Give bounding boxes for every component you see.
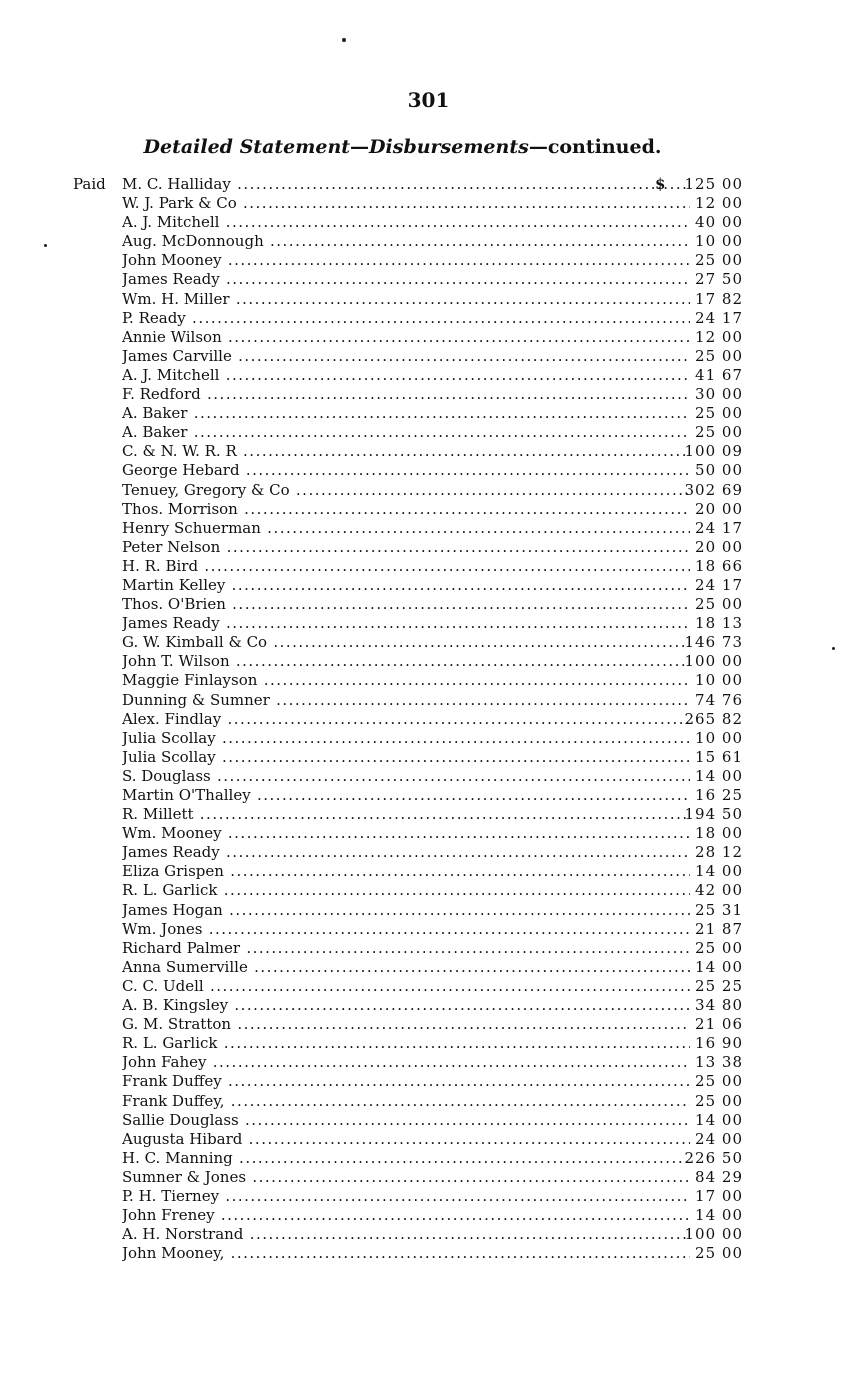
amount: [673, 366, 743, 385]
list-item: [70, 194, 750, 213]
amount-dollars: 265: [684, 709, 717, 728]
amount-dollars: 25: [695, 900, 717, 919]
payee-name: James Ready .....: [122, 843, 690, 862]
amount: [673, 1015, 743, 1034]
payee-name: R. Millett .....: [122, 805, 690, 824]
list-item: [70, 805, 750, 824]
amount: [673, 347, 743, 366]
amount-dollars: 28: [695, 843, 717, 862]
amount-cents: 73: [721, 633, 743, 652]
amount: [673, 633, 743, 652]
list-item: [70, 232, 750, 251]
amount-cents: 67: [721, 365, 743, 384]
amount: [673, 824, 743, 843]
payee-name: Annie Wilson .....: [122, 328, 690, 347]
amount: [673, 939, 743, 958]
amount-dollars: 74: [695, 690, 717, 709]
payee-name: John Mooney, .....: [122, 1244, 690, 1263]
amount: [673, 538, 743, 557]
payee-name: James Ready .....: [122, 270, 690, 289]
amount-cents: 00: [721, 881, 743, 900]
amount-dollars: 100: [684, 652, 717, 671]
payee-name: Henry Schuerman .....: [122, 519, 690, 538]
amount: [673, 614, 743, 633]
amount: [673, 671, 743, 690]
amount: [673, 328, 743, 347]
amount-dollars: 50: [695, 461, 717, 480]
amount-cents: 61: [721, 747, 743, 766]
payee-name: Sumner & Jones .....: [122, 1168, 690, 1187]
payee-name: Tenuey, Gregory & Co .....: [122, 481, 690, 500]
payee-name: G. M. Stratton .....: [122, 1015, 690, 1034]
list-item: [70, 977, 750, 996]
amount-cents: 09: [721, 442, 743, 461]
amount-cents: 82: [721, 289, 743, 308]
payee-name: Martin Kelley .....: [122, 576, 690, 595]
amount-dollars: 25: [695, 1072, 717, 1091]
list-item: [70, 309, 750, 328]
list-item: [70, 270, 750, 289]
list-item: [70, 461, 750, 480]
amount-cents: 00: [721, 423, 743, 442]
amount-dollars: 20: [695, 537, 717, 556]
list-item: [70, 1015, 750, 1034]
list-item: [70, 633, 750, 652]
amount-dollars: 10: [695, 232, 717, 251]
list-item: [70, 1244, 750, 1263]
amount-cents: 00: [721, 938, 743, 957]
amount-cents: 50: [721, 270, 743, 289]
heading-dash: —: [528, 136, 548, 158]
amount-cents: 00: [721, 595, 743, 614]
payee-name: Peter Nelson .....: [122, 538, 690, 557]
list-item: [70, 519, 750, 538]
list-item: [70, 920, 750, 939]
amount-dollars: 146: [684, 633, 717, 652]
payee-name: H. R. Bird .....: [122, 557, 690, 576]
amount-dollars: 100: [684, 442, 717, 461]
list-item: [70, 500, 750, 519]
payee-name: Wm. Mooney .....: [122, 824, 690, 843]
payee-name: W. J. Park & Co .....: [122, 194, 690, 213]
payee-name: G. W. Kimball & Co .....: [122, 633, 690, 652]
list-item: [70, 958, 750, 977]
payee-name: Eliza Grispen .....: [122, 862, 690, 881]
amount: [673, 862, 743, 881]
amount-dollars: 41: [695, 365, 717, 384]
amount-cents: 00: [721, 1206, 743, 1225]
list-item: [70, 1072, 750, 1091]
payee-name: John Mooney .....: [122, 251, 690, 270]
amount-dollars: 25: [695, 1244, 717, 1263]
list-item: [70, 901, 750, 920]
amount-cents: 00: [721, 404, 743, 423]
amount-dollars: 14: [695, 1206, 717, 1225]
amount: [673, 1053, 743, 1072]
ink-speck: [342, 38, 346, 42]
amount-cents: 00: [721, 537, 743, 556]
amount-cents: 17: [721, 518, 743, 537]
amount: [673, 576, 743, 595]
amount-dollars: 21: [695, 1015, 717, 1034]
list-item: [70, 1092, 750, 1111]
amount-dollars: 24: [695, 575, 717, 594]
heading-continued: continued.: [547, 136, 662, 158]
amount-dollars: 25: [695, 423, 717, 442]
amount-dollars: 194: [684, 805, 717, 824]
amount-cents: 13: [721, 614, 743, 633]
currency-symbol: $: [655, 175, 666, 193]
amount-cents: 17: [721, 575, 743, 594]
payee-name: C. & N. W. R. R .....: [122, 442, 690, 461]
payee-name: Wm. Jones .....: [122, 920, 690, 939]
amount-dollars: 14: [695, 862, 717, 881]
payee-name: Augusta Hibard .....: [122, 1130, 690, 1149]
payee-name: Frank Duffey, .....: [122, 1092, 690, 1111]
amount-cents: 00: [721, 671, 743, 690]
amount: [673, 595, 743, 614]
amount-dollars: 14: [695, 1110, 717, 1129]
amount-cents: 00: [721, 1072, 743, 1091]
amount-cents: 00: [721, 824, 743, 843]
paid-label: Paid: [73, 175, 106, 193]
amount: [673, 1168, 743, 1187]
list-item: [70, 671, 750, 690]
payee-name: Richard Palmer .....: [122, 939, 690, 958]
list-item: [70, 862, 750, 881]
list-item: [70, 385, 750, 404]
amount: [673, 1225, 743, 1244]
amount: [673, 996, 743, 1015]
amount: [673, 442, 743, 461]
payee-name: John Freney .....: [122, 1206, 690, 1225]
disbursement-list: [70, 175, 750, 1263]
amount-cents: 00: [721, 1110, 743, 1129]
amount-cents: 00: [721, 766, 743, 785]
amount: [673, 843, 743, 862]
list-item: [70, 652, 750, 671]
payee-name: Thos. Morrison .....: [122, 500, 690, 519]
amount-cents: 50: [721, 1148, 743, 1167]
amount-cents: 90: [721, 1034, 743, 1053]
heading-disbursements: Disbursements: [369, 136, 529, 158]
amount-dollars: 25: [695, 1091, 717, 1110]
list-item: [70, 404, 750, 423]
payee-name: Martin O'Thalley .....: [122, 786, 690, 805]
amount: [673, 404, 743, 423]
amount: [673, 767, 743, 786]
payee-name: A. Baker .....: [122, 423, 690, 442]
amount-dollars: 15: [695, 747, 717, 766]
amount-dollars: 25: [695, 595, 717, 614]
amount-dollars: 25: [695, 404, 717, 423]
amount-dollars: 10: [695, 728, 717, 747]
list-item: [70, 366, 750, 385]
list-item: [70, 213, 750, 232]
amount-dollars: 40: [695, 213, 717, 232]
payee-name: M. C. Halliday .....: [122, 175, 690, 194]
payee-name: A. B. Kingsley .....: [122, 996, 690, 1015]
amount: [673, 729, 743, 748]
list-item: [70, 824, 750, 843]
amount: [673, 881, 743, 900]
amount-cents: 00: [721, 652, 743, 671]
payee-name: F. Redford .....: [122, 385, 690, 404]
amount-cents: 25: [721, 976, 743, 995]
amount-dollars: 30: [695, 385, 717, 404]
amount-dollars: 302: [684, 480, 717, 499]
amount-dollars: 18: [695, 614, 717, 633]
list-item: [70, 786, 750, 805]
amount-cents: 25: [721, 786, 743, 804]
amount-dollars: 34: [695, 996, 717, 1015]
list-item: [70, 251, 750, 270]
amount-cents: 00: [721, 251, 743, 270]
amount-dollars: 17: [695, 1186, 717, 1205]
payee-name: R. L. Garlick .....: [122, 1034, 690, 1053]
amount-cents: 00: [721, 346, 743, 365]
amount-dollars: 16: [695, 1034, 717, 1053]
amount: [673, 1072, 743, 1091]
amount-cents: 76: [721, 690, 743, 709]
payee-name: John T. Wilson .....: [122, 652, 690, 671]
list-item: [70, 1168, 750, 1187]
amount-dollars: 226: [684, 1148, 717, 1167]
heading-detailed-statement: Detailed Statement: [143, 136, 351, 158]
payee-name: Dunning & Sumner .....: [122, 691, 690, 710]
amount: [673, 213, 743, 232]
amount-dollars: 27: [695, 270, 717, 289]
amount-dollars: 25: [695, 976, 717, 995]
amount-dollars: 84: [695, 1167, 717, 1186]
amount-cents: 00: [721, 1186, 743, 1205]
list-item: [70, 729, 750, 748]
payee-name: A. J. Mitchell .....: [122, 366, 690, 385]
amount: [673, 958, 743, 977]
amount: [673, 1187, 743, 1206]
list-item: [70, 290, 750, 309]
amount-dollars: 125: [684, 175, 717, 193]
amount-cents: 00: [721, 499, 743, 518]
payee-name: Anna Sumerville .....: [122, 958, 690, 977]
amount-dollars: 21: [695, 919, 717, 938]
amount-cents: 17: [721, 308, 743, 327]
amount: [673, 1130, 743, 1149]
amount: [673, 290, 743, 309]
list-item: [70, 843, 750, 862]
payee-name: James Hogan .....: [122, 901, 690, 920]
amount: [673, 175, 743, 194]
payee-name: Wm. H. Miller .....: [122, 290, 690, 309]
amount-cents: 29: [721, 1167, 743, 1186]
list-item: [70, 1149, 750, 1168]
list-item: [70, 328, 750, 347]
amount: [673, 519, 743, 538]
payee-name: James Ready .....: [122, 614, 690, 633]
amount-cents: 00: [721, 175, 743, 193]
amount: [673, 977, 743, 996]
amount-dollars: 20: [695, 499, 717, 518]
payee-name: P. Ready .....: [122, 309, 690, 328]
list-item: [70, 1225, 750, 1244]
page-number: 301: [407, 88, 450, 112]
amount: [673, 557, 743, 576]
amount-cents: 00: [721, 232, 743, 251]
list-item: [70, 710, 750, 729]
amount-cents: 31: [721, 900, 743, 919]
amount-dollars: 24: [695, 308, 717, 327]
amount: [673, 691, 743, 710]
payee-name: A. H. Norstrand .....: [122, 1225, 690, 1244]
amount-cents: 00: [721, 1091, 743, 1110]
amount: [673, 481, 743, 500]
amount: [673, 500, 743, 519]
amount: [673, 748, 743, 767]
list-item: [70, 1130, 750, 1149]
amount-dollars: 24: [695, 1129, 717, 1148]
amount: [673, 901, 743, 920]
amount-dollars: 18: [695, 556, 717, 575]
amount: [673, 652, 743, 671]
list-item: [70, 175, 750, 194]
amount-dollars: 16: [695, 786, 717, 804]
amount: [673, 251, 743, 270]
payee-name: R. L. Garlick .....: [122, 881, 690, 900]
amount-cents: 00: [721, 461, 743, 480]
payee-name: A. Baker .....: [122, 404, 690, 423]
list-item: [70, 347, 750, 366]
payee-name: Sallie Douglass .....: [122, 1111, 690, 1130]
amount: [673, 1206, 743, 1225]
amount-dollars: 12: [695, 194, 717, 213]
amount: [673, 920, 743, 939]
payee-name: H. C. Manning .....: [122, 1149, 690, 1168]
payee-name: P. H. Tierney .....: [122, 1187, 690, 1206]
amount: [673, 710, 743, 729]
payee-name: Maggie Finlayson .....: [122, 671, 690, 690]
amount-cents: 00: [721, 957, 743, 976]
payee-name: S. Douglass .....: [122, 767, 690, 786]
amount: [673, 194, 743, 213]
list-item: [70, 996, 750, 1015]
payee-name: Aug. McDonnough .....: [122, 232, 690, 251]
amount: [673, 423, 743, 442]
amount-dollars: 14: [695, 957, 717, 976]
list-item: [70, 614, 750, 633]
list-item: [70, 1034, 750, 1053]
amount-dollars: 25: [695, 346, 717, 365]
amount-cents: 50: [721, 805, 743, 824]
list-item: [70, 1111, 750, 1130]
amount-dollars: 10: [695, 671, 717, 690]
amount-dollars: 12: [695, 327, 717, 346]
list-item: [70, 1053, 750, 1072]
amount-cents: 00: [721, 213, 743, 232]
amount-cents: 00: [721, 862, 743, 881]
list-item: [70, 557, 750, 576]
amount: [673, 786, 743, 805]
page-heading: [0, 136, 805, 158]
amount: [673, 805, 743, 824]
list-item: [70, 481, 750, 500]
amount-cents: 87: [721, 919, 743, 938]
amount-cents: 00: [721, 1129, 743, 1148]
amount-cents: 00: [721, 385, 743, 404]
list-item: [70, 538, 750, 557]
amount: [673, 232, 743, 251]
payee-name: Julia Scollay .....: [122, 729, 690, 748]
list-item: [70, 1206, 750, 1225]
amount: [673, 1092, 743, 1111]
list-item: [70, 595, 750, 614]
amount: [673, 1149, 743, 1168]
amount-cents: 66: [721, 556, 743, 575]
amount-dollars: 24: [695, 518, 717, 537]
amount-cents: 82: [721, 709, 743, 728]
payee-name: A. J. Mitchell .....: [122, 213, 690, 232]
amount-dollars: 100: [684, 1225, 717, 1244]
list-item: [70, 881, 750, 900]
amount-cents: 00: [721, 1244, 743, 1263]
payee-name: James Carville .....: [122, 347, 690, 366]
list-item: [70, 423, 750, 442]
amount-dollars: 17: [695, 289, 717, 308]
amount-cents: 12: [721, 843, 743, 862]
amount: [673, 309, 743, 328]
ink-speck: [832, 647, 835, 650]
list-item: [70, 442, 750, 461]
amount-dollars: 42: [695, 881, 717, 900]
payee-name: George Hebard .....: [122, 461, 690, 480]
amount-dollars: 13: [695, 1053, 717, 1072]
amount: [673, 270, 743, 289]
amount: [673, 461, 743, 480]
amount-dollars: 18: [695, 824, 717, 843]
amount-dollars: 25: [695, 938, 717, 957]
list-item: [70, 939, 750, 958]
payee-name: Thos. O'Brien .....: [122, 595, 690, 614]
heading-dash: —: [350, 136, 370, 158]
amount-cents: 06: [721, 1015, 743, 1034]
amount-cents: 69: [721, 480, 743, 499]
amount-cents: 00: [721, 1225, 743, 1244]
amount-cents: 80: [721, 996, 743, 1015]
payee-name: John Fahey .....: [122, 1053, 690, 1072]
payee-name: Alex. Findlay .....: [122, 710, 690, 729]
payee-name: Frank Duffey .....: [122, 1072, 690, 1091]
amount-cents: 00: [721, 728, 743, 747]
amount: [673, 385, 743, 404]
ink-speck: [44, 244, 47, 247]
amount-cents: 38: [721, 1053, 743, 1072]
amount: [673, 1111, 743, 1130]
payee-name: C. C. Udell .....: [122, 977, 690, 996]
amount-cents: 00: [721, 327, 743, 346]
amount: [673, 1034, 743, 1053]
amount-dollars: 25: [695, 251, 717, 270]
amount-cents: 00: [721, 194, 743, 213]
list-item: [70, 767, 750, 786]
list-item: [70, 691, 750, 710]
amount: [673, 1244, 743, 1263]
amount-dollars: 14: [695, 766, 717, 785]
list-item: [70, 748, 750, 767]
list-item: [70, 576, 750, 595]
list-item: [70, 1187, 750, 1206]
payee-name: Julia Scollay .....: [122, 748, 690, 767]
